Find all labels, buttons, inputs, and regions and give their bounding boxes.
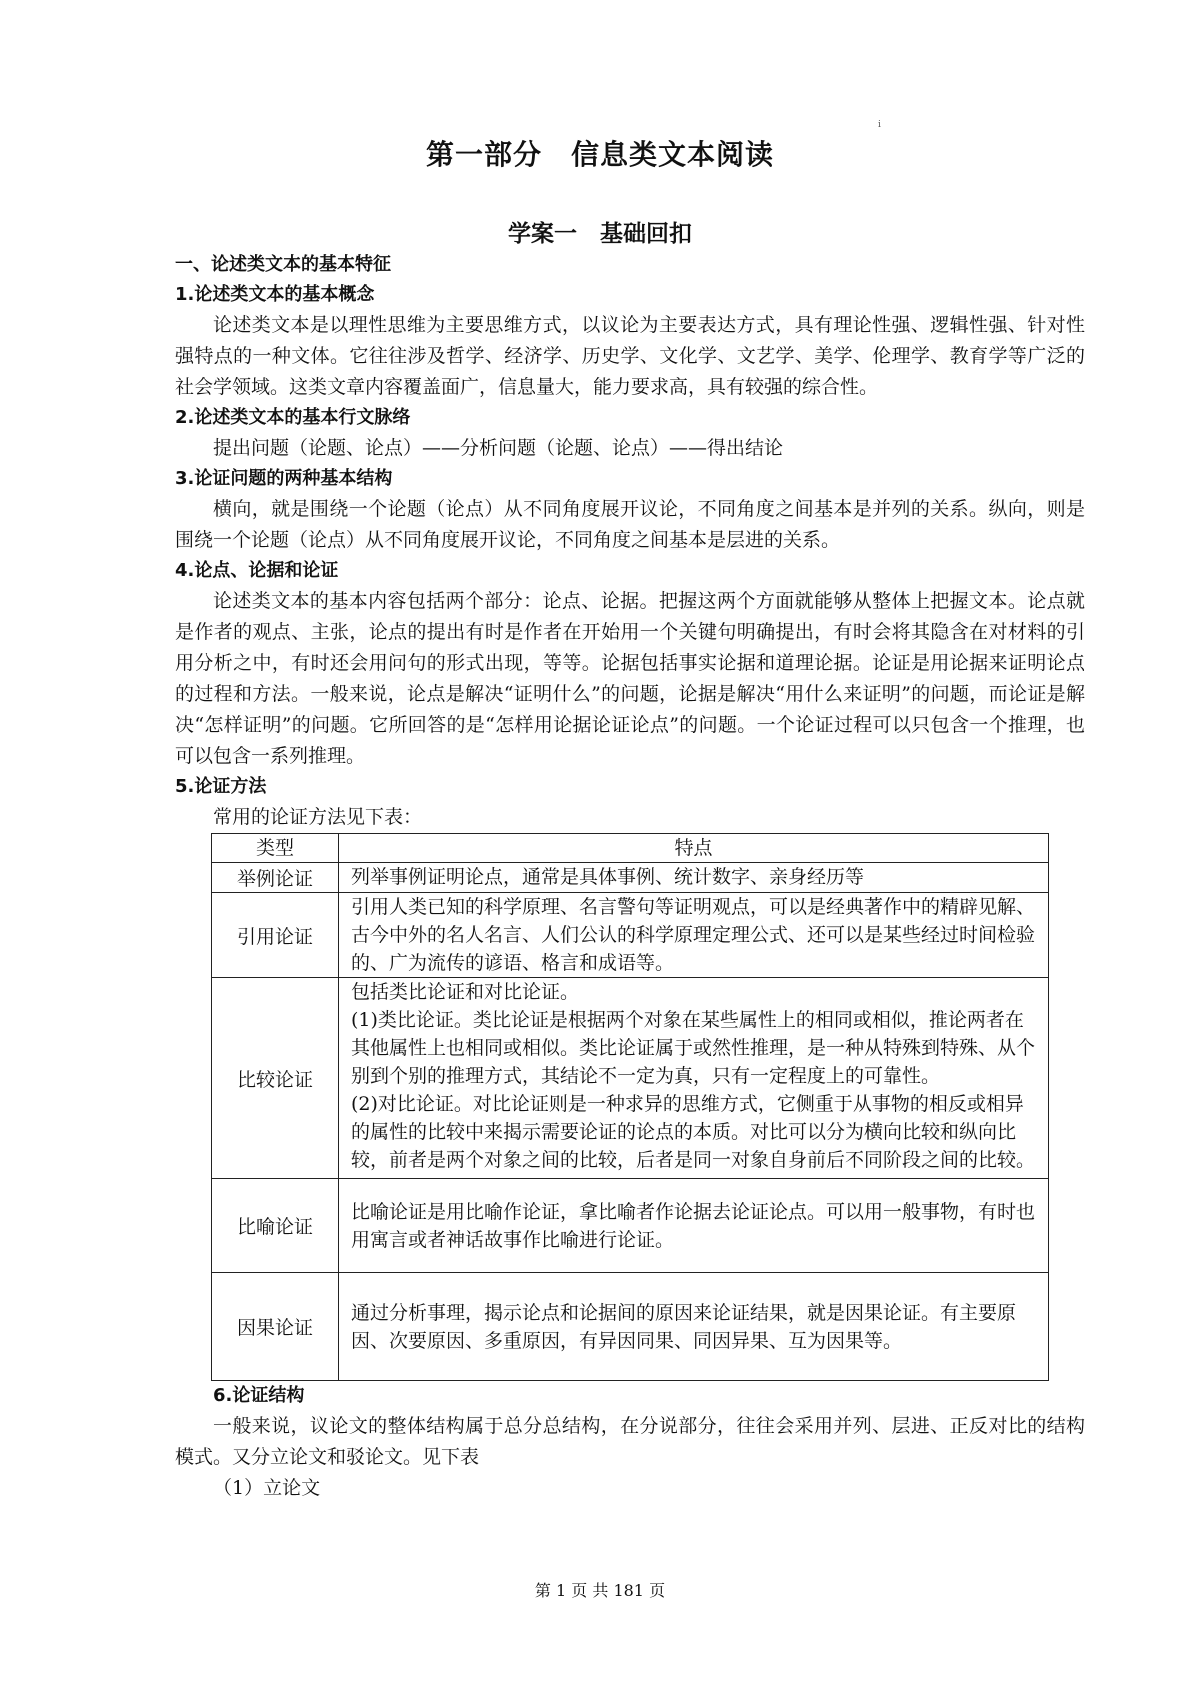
row-feature [339, 1179, 1049, 1273]
row-type: 比较论证 [212, 978, 339, 1179]
feature-line: (1)类比论证。类比论证是根据两个对象在某些属性上的相同或相似，推论两者在其他属性上也相同或相似。类比论证属于或然性推理，是一种从特殊到特殊、从个别到个别的推理方式，其结论不一定为真，只有一定程度上的可靠性。 [351, 1009, 1036, 1087]
part-title: 第一部分 信息类文本阅读 [425, 138, 774, 171]
document-body [175, 250, 1085, 1504]
subsection-heading-5: 5.论证方法 [175, 776, 267, 797]
row-feature [339, 978, 1049, 1179]
table-row [212, 978, 1049, 1179]
row-feature [339, 863, 1049, 893]
page-number: 第 1 页 共 181 页 [534, 1581, 666, 1600]
sub-item: （1）立论文 [213, 1477, 321, 1499]
argument-methods-table [211, 833, 1049, 1381]
table-row [212, 1179, 1049, 1273]
feature-line: 包括类比论证和对比论证。 [351, 981, 580, 1003]
row-type: 因果论证 [212, 1273, 339, 1381]
paragraph-arguments: 论述类文本的基本内容包括两个部分：论点、论据。把握这两个方面就能够从整体上把握文本。论点就是作者的观点、主张，论点的提出有时是作者在开始用一个关键句明确提出，有时会将其隐含在对材料的引用分析之中，有时还会用问句的形式出现，等等。论据包括事实论据和道理论据。论证是用论据来证明论点的过程和方法。一般来说，论点是解决“证明什么”的问题，论据是解决“用什么来证明”的问题，而论证是解决“怎样证明”的问题。它所回答的是“怎样用论据论证论点”的问题。一个论证过程可以只包含一个推理，也可以包含一系列推理。 [175, 590, 1085, 767]
paragraph-structure: 横向，就是围绕一个论题（论点）从不同角度展开议论，不同角度之间基本是并列的关系。纵向，则是围绕一个论题（论点）从不同角度展开议论，不同角度之间基本是层进的关系。 [175, 498, 1085, 551]
feature-line: 列举事例证明论点，通常是具体事例、统计数字、亲身经历等 [351, 866, 865, 888]
paragraph-flow: 提出问题（论题、论点）——分析问题（论题、论点）——得出结论 [213, 437, 784, 459]
paragraph-structure-types: 一般来说，议论文的整体结构属于总分总结构，在分说部分，往往会采用并列、层进、正反对比的结构模式。又分立论文和驳论文。见下表 [175, 1415, 1085, 1468]
subsection-heading-2: 2.论述类文本的基本行文脉络 [175, 407, 411, 428]
header-type: 类型 [212, 834, 339, 863]
feature-line: 比喻论证是用比喻作论证，拿比喻者作论据去论证论点。可以用一般事物，有时也用寓言或者神话故事作比喻进行论证。 [351, 1200, 1036, 1251]
table-header-row [212, 834, 1049, 863]
subsection-heading-1: 1.论述类文本的基本概念 [175, 284, 375, 305]
row-type: 举例论证 [212, 863, 339, 893]
table-intro: 常用的论证方法见下表： [213, 806, 423, 828]
feature-line: 通过分析事理，揭示论点和论据间的原因来论证结果，就是因果论证。有主要原因、次要原因、多重原因，有异因同果、同因异果、互为因果等。 [351, 1301, 1017, 1352]
row-type: 比喻论证 [212, 1179, 339, 1273]
subsection-heading-6: 6.论证结构 [213, 1385, 305, 1406]
row-feature [339, 893, 1049, 978]
row-type: 引用论证 [212, 893, 339, 978]
subsection-heading-3: 3.论证问题的两种基本结构 [175, 468, 393, 489]
table-row [212, 1273, 1049, 1381]
header-feature: 特点 [339, 834, 1049, 863]
table-row [212, 863, 1049, 893]
row-feature [339, 1273, 1049, 1381]
table-row [212, 893, 1049, 978]
feature-line: 引用人类已知的科学原理、名言警句等证明观点，可以是经典著作中的精辟见解、古今中外的名人名言、人们公认的科学原理定理公式、还可以是某些经过时间检验的、广为流传的谚语、格言和成语等。 [351, 896, 1036, 974]
subsection-heading-4: 4.论点、论据和论证 [175, 560, 339, 581]
section-heading: 一、论述类文本的基本特征 [175, 254, 391, 275]
lesson-title: 学案一 基础回扣 [508, 221, 692, 247]
corner-mark: i [878, 120, 881, 130]
feature-line: (2)对比论证。对比论证则是一种求异的思维方式，它侧重于从事物的相反或相异的属性的比较中来揭示需要论证的论点的本质。对比可以分为横向比较和纵向比较，前者是两个对象之间的比较，后者是同一对象自身前后不同阶段之间的比较。 [351, 1093, 1036, 1171]
paragraph-concept: 论述类文本是以理性思维为主要思维方式，以议论为主要表达方式，具有理论性强、逻辑性强、针对性强特点的一种文体。它往往涉及哲学、经济学、历史学、文化学、文艺学、美学、伦理学、教育学等广泛的社会学领域。这类文章内容覆盖面广，信息量大，能力要求高，具有较强的综合性。 [175, 314, 1085, 398]
